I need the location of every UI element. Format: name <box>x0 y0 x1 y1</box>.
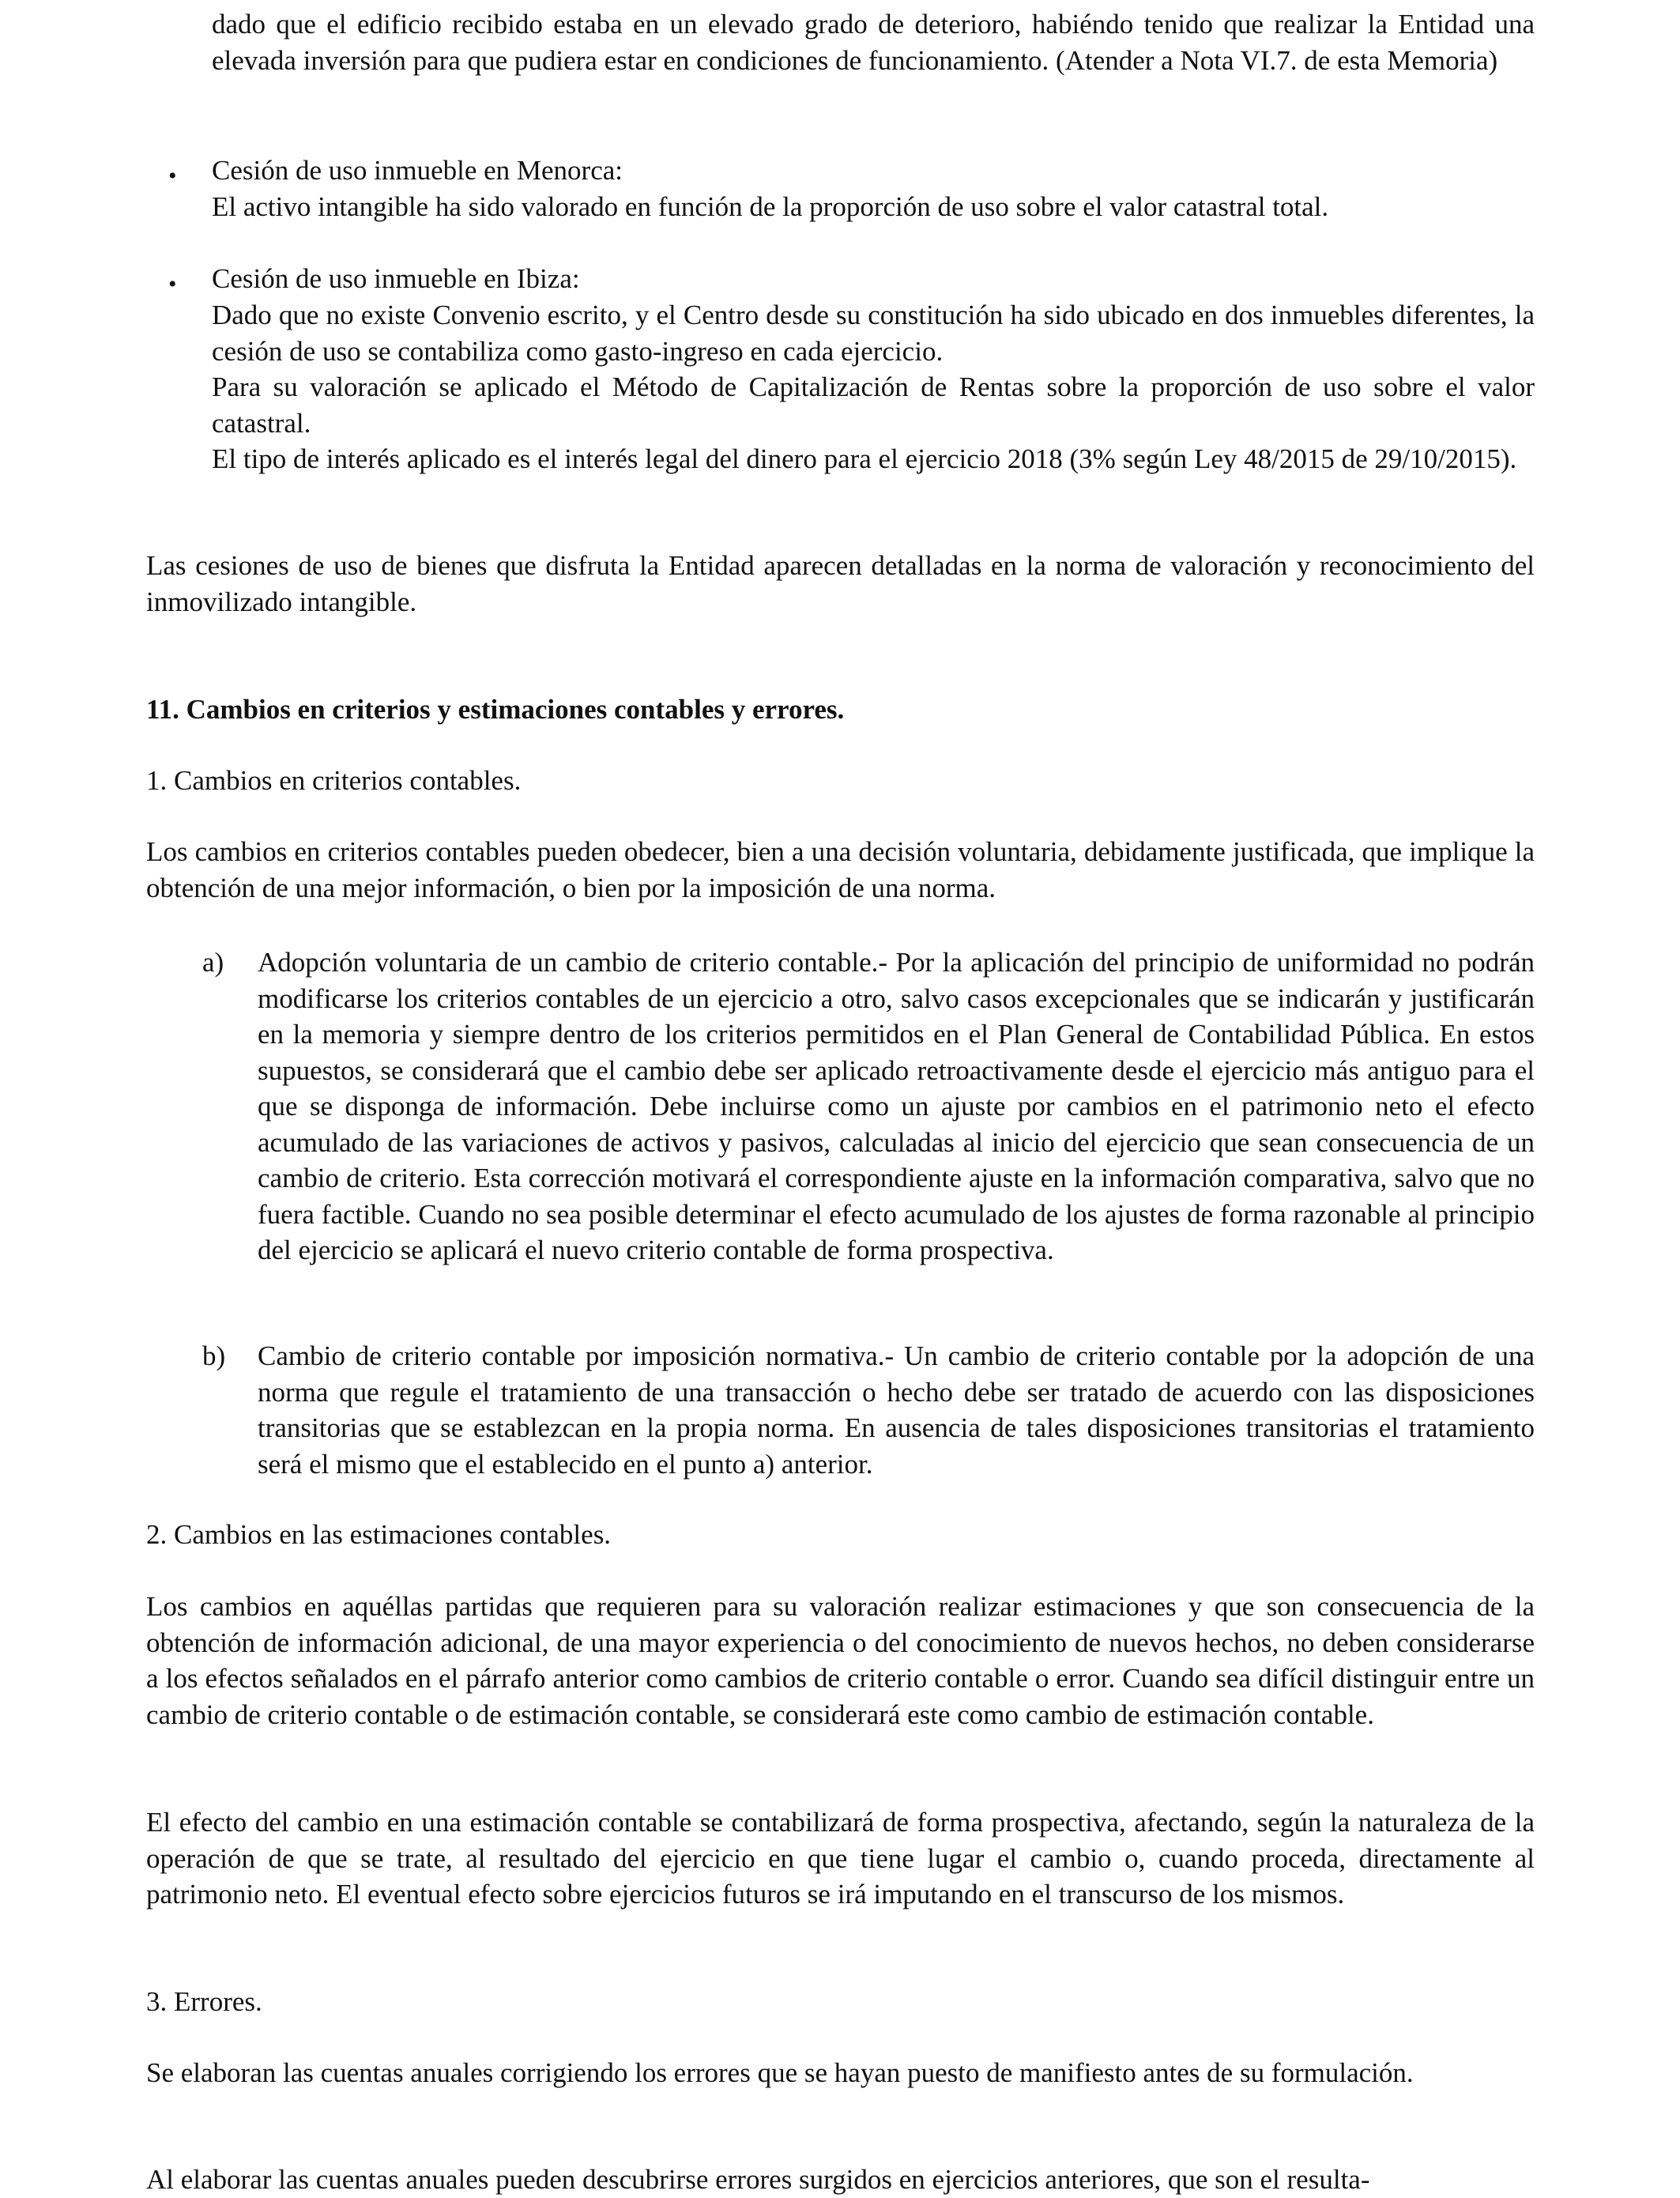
subsection-2-title: 2. Cambios en las estimaciones contables. <box>146 1519 612 1550</box>
section-11-heading: 11. Cambios en criterios y estimaciones contables y errores. <box>146 694 845 725</box>
bullet-ibiza-text-1: Dado que no existe Convenio escrito, y el Centro desde su constitución ha sido ubicado en dos inmuebles diferentes, la cesión de uso se contabiliza como gasto-ingreso en cada ejercicio. <box>212 300 1535 367</box>
bullet-menorca-text: El activo intangible ha sido valorado en función de la proporción de uso sobre el valor catastral total. <box>212 191 1329 222</box>
subsection-3-paragraph-2: Al elaborar las cuentas anuales pueden descubrirse errores surgidos en ejercicios anteriores, que son el resulta- <box>146 2164 1370 2195</box>
bullet-ibiza-text-3: El tipo de interés aplicado es el interés legal del dinero para el ejercicio 2018 (3% según Ley 48/2015 de 29/10/2015). <box>212 443 1517 474</box>
subsection-3-title: 3. Errores. <box>146 1986 262 2017</box>
bullet-ibiza-symbol: • <box>168 271 177 297</box>
bullet-menorca-title: Cesión de uso inmueble en Menorca: <box>212 155 623 186</box>
subsection-2-paragraph-2: El efecto del cambio en una estimación contable se contabilizará de forma prospectiva, afectando, según la naturaleza de la operación de que se trate, al resultado del ejercicio en que tiene lugar el cambio o, cuando proceda, directamente al patrimonio neto. El eventual efecto sobre ejercicios futuros se irá imputando en el transcurso de los mismos. <box>146 1807 1535 1910</box>
subsection-3-paragraph-1: Se elaboran las cuentas anuales corrigiendo los errores que se hayan puesto de manifiesto antes de su formulación. <box>146 2057 1414 2088</box>
item-a-text: Adopción voluntaria de un cambio de criterio contable.- Por la aplicación del principio de uniformidad no podrán modificarse los criterios contables de un ejercicio a otro, salvo casos excepcionales que se indicarán y justificarán en la memoria y siempre dentro de los criterios permitidos en el Plan General de Contabilidad Pública. En estos supuestos, se considerará que el cambio debe ser aplicado retroactivamente desde el ejercicio más antiguo para el que se disponga de información. Debe incluirse como un ajuste por cambios en el patrimonio neto el efecto acumulado de las variaciones de activos y pasivos, calculadas al inicio del ejercicio que sean consecuencia de un cambio de criterio. Esta corrección motivará el correspondiente ajuste en la información comparativa, salvo que no fuera factible. Cuando no sea posible determinar el efecto acumulado de los ajustes de forma razonable al principio del ejercicio se aplicará el nuevo criterio contable de forma prospectiva. <box>258 947 1535 1265</box>
item-a-marker: a) <box>202 947 224 978</box>
item-b-marker: b) <box>202 1340 226 1371</box>
cesiones-paragraph: Las cesiones de uso de bienes que disfruta la Entidad aparecen detalladas en la norma de valoración y reconocimiento del inmovilizado intangible. <box>146 550 1535 617</box>
intro-continuation-paragraph: dado que el edificio recibido estaba en un elevado grado de deterioro, habiéndo tenido que realizar la Entidad una elevada inversión para que pudiera estar en condiciones de funcionamiento. (Atender a Nota VI.7. de esta Memoria) <box>212 9 1535 76</box>
subsection-1-paragraph: Los cambios en criterios contables pueden obedecer, bien a una decisión voluntaria, debidamente justificada, que implique la obtención de una mejor información, o bien por la imposición de una norma. <box>146 836 1535 903</box>
bullet-ibiza-text-2: Para su valoración se aplicado el Método de Capitalización de Rentas sobre la proporción de uso sobre el valor catastral. <box>212 371 1535 439</box>
subsection-2-paragraph-1: Los cambios en aquéllas partidas que requieren para su valoración realizar estimaciones y que son consecuencia de la obtención de información adicional, de una mayor experiencia o del conocimiento de nuevos hechos, no deben considerarse a los efectos señalados en el párrafo anterior como cambios de criterio contable o error. Cuando sea difícil distinguir entre un cambio de criterio contable o de estimación contable, se considerará este como cambio de estimación contable. <box>146 1591 1535 1730</box>
bullet-ibiza-title: Cesión de uso inmueble en Ibiza: <box>212 263 580 294</box>
item-b-text: Cambio de criterio contable por imposición normativa.- Un cambio de criterio contable por la adopción de una norma que regule el tratamiento de una transacción o hecho debe ser tratado de acuerdo con las disposiciones transitorias que se establezcan en la propia norma. En ausencia de tales disposiciones transitorias el tratamiento será el mismo que el establecido en el punto a) anterior. <box>258 1340 1535 1480</box>
bullet-menorca-symbol: • <box>168 163 177 189</box>
subsection-1-title: 1. Cambios en criterios contables. <box>146 765 522 796</box>
